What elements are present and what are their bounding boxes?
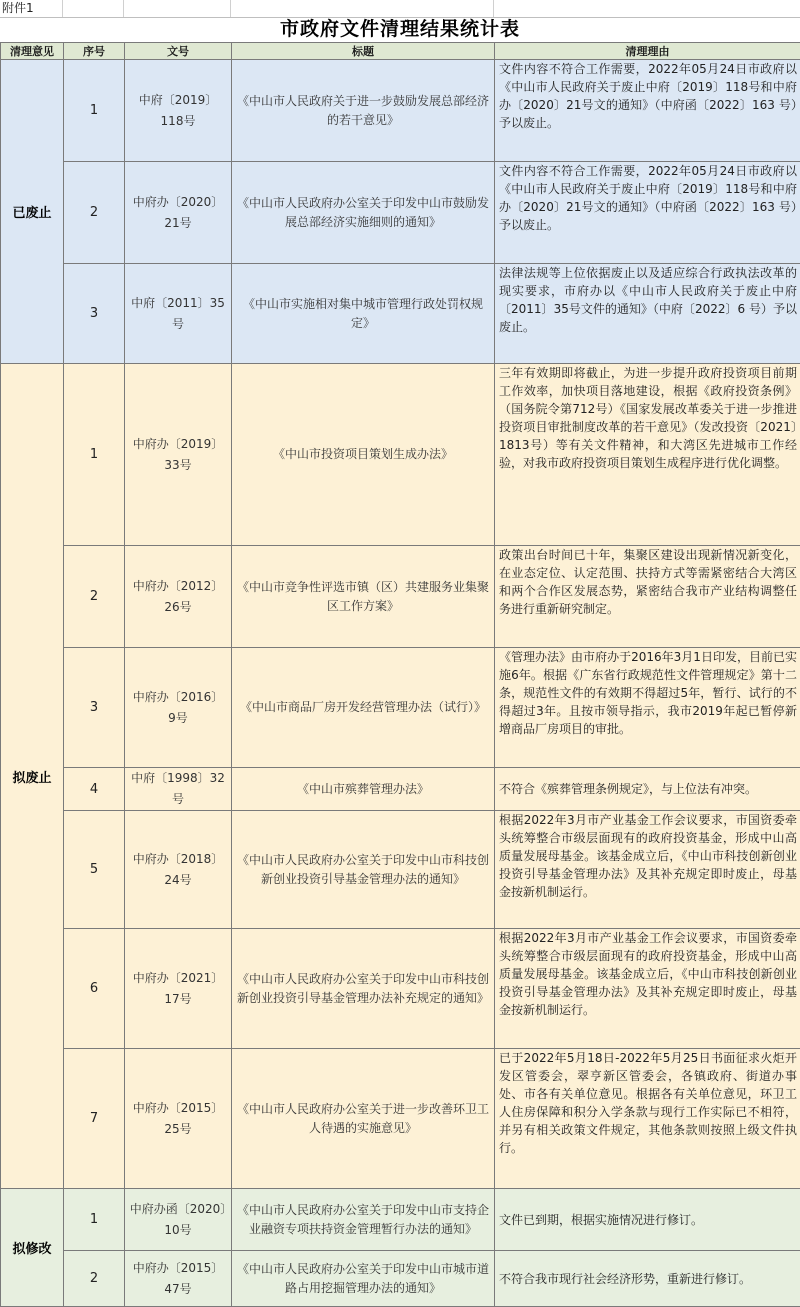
row-reason: 《管理办法》由市府办于2016年3月1日印发，目前已实施6年。根据《广东省行政规范性文件管理规定》第十二条，规范性文件的有效期不得超过5年，暂行、试行的不得超过3年。且按市领导指示，我市2019年起已暂停新增商品厂房项目的审批。 — [495, 648, 800, 768]
row-doc-no: 中府〔1998〕32号 — [125, 768, 232, 811]
row-doc-no: 中府办函〔2020〕10号 — [125, 1189, 232, 1251]
table-row — [1, 162, 800, 264]
row-seq: 3 — [64, 264, 125, 364]
row-title: 《中山市人民政府办公室关于印发中山市城市道路占用挖掘管理办法的通知》 — [232, 1251, 495, 1307]
row-doc-no: 中府〔2019〕118号 — [125, 60, 232, 162]
table-row — [1, 1189, 800, 1251]
row-title: 《中山市人民政府办公室关于进一步改善环卫工人待遇的实施意见》 — [232, 1049, 495, 1189]
header-doc-no: 文号 — [125, 43, 232, 60]
row-reason: 已于2022年5月18日-2022年5月25日书面征求火炬开发区管委会，翠亨新区管委会，各镇政府、街道办事处、市各有关单位意见。根据各有关单位意见，环卫工人住房保障和积分入学条款与现行工作实际已不相符，并另有相关政策文件规定，其他条款则按照上级文件执行。 — [495, 1049, 800, 1189]
group-label-abolished: 已废止 — [1, 60, 64, 364]
row-doc-no: 中府办〔2020〕21号 — [125, 162, 232, 264]
row-seq: 5 — [64, 811, 125, 929]
row-seq: 1 — [64, 60, 125, 162]
cleanup-results-table — [0, 42, 800, 1307]
table-row — [1, 768, 800, 811]
row-title: 《中山市人民政府办公室关于印发中山市科技创新创业投资引导基金管理办法的通知》 — [232, 811, 495, 929]
row-title: 《中山市实施相对集中城市管理行政处罚权规定》 — [232, 264, 495, 364]
table-row — [1, 264, 800, 364]
row-seq: 2 — [64, 162, 125, 264]
row-seq: 2 — [64, 1251, 125, 1307]
row-doc-no: 中府办〔2019〕33号 — [125, 364, 232, 546]
table-row — [1, 648, 800, 768]
table-row — [1, 929, 800, 1049]
group-label-proposed-revise: 拟修改 — [1, 1189, 64, 1307]
row-seq: 3 — [64, 648, 125, 768]
row-doc-no: 中府〔2011〕35号 — [125, 264, 232, 364]
table-row — [1, 1049, 800, 1189]
header-title: 标题 — [232, 43, 495, 60]
row-reason: 三年有效期即将截止，为进一步提升政府投资项目前期工作效率，加快项目落地建设，根据《政府投资条例》（国务院令第712号）《国家发展改革委关于进一步推进投资项目审批制度改革的若干意见》（发改投资〔2021〕1813号）等有关文件精神，和大湾区先进城市工作经验，对我市政府投资项目策划生成程序进行优化调整。 — [495, 364, 800, 546]
row-reason: 文件内容不符合工作需要，2022年05月24日市政府以《中山市人民政府关于废止中府〔2019〕118号和中府办〔2020〕21号文的通知》（中府函〔2022〕163 号）予以废止。 — [495, 162, 800, 264]
row-seq: 1 — [64, 364, 125, 546]
table-row — [1, 546, 800, 648]
table-row — [1, 364, 800, 546]
row-reason: 根据2022年3月市产业基金工作会议要求，市国资委牵头统筹整合市级层面现有的政府投资基金，形成中山高质量发展母基金。该基金成立后，《中山市科技创新创业投资引导基金管理办法》及其补充规定即时废止，母基金按新机制运行。 — [495, 811, 800, 929]
row-reason: 不符合《殡葬管理条例规定》，与上位法有冲突。 — [495, 768, 800, 811]
row-reason: 文件已到期，根据实施情况进行修订。 — [495, 1189, 800, 1251]
row-seq: 7 — [64, 1049, 125, 1189]
table-row — [1, 60, 800, 162]
table-row — [1, 1251, 800, 1307]
row-reason: 不符合我市现行社会经济形势，重新进行修订。 — [495, 1251, 800, 1307]
row-reason: 法律法规等上位依据废止以及适应综合行政执法改革的现实要求，市府办以《中山市人民政府关于废止中府〔2011〕35号文件的通知》（中府〔2022〕6 号）予以废止。 — [495, 264, 800, 364]
row-title: 《中山市殡葬管理办法》 — [232, 768, 495, 811]
header-row — [1, 43, 800, 60]
row-seq: 6 — [64, 929, 125, 1049]
row-seq: 2 — [64, 546, 125, 648]
row-title: 《中山市竞争性评选市镇（区）共建服务业集聚区工作方案》 — [232, 546, 495, 648]
row-doc-no: 中府办〔2021〕17号 — [125, 929, 232, 1049]
row-title: 《中山市商品厂房开发经营管理办法（试行）》 — [232, 648, 495, 768]
row-reason: 文件内容不符合工作需要，2022年05月24日市政府以《中山市人民政府关于废止中府〔2019〕118号和中府办〔2020〕21号文的通知》（中府函〔2022〕163 号）予以废止。 — [495, 60, 800, 162]
annex-label: 附件1 — [2, 1, 34, 16]
row-reason: 政策出台时间已十年，集聚区建设出现新情况新变化，在业态定位、认定范围、扶持方式等需紧密结合大湾区和两个合作区发展态势，紧密结合我市产业结构调整任务进行重新研究制定。 — [495, 546, 800, 648]
row-doc-no: 中府办〔2015〕25号 — [125, 1049, 232, 1189]
header-seq: 序号 — [64, 43, 125, 60]
row-doc-no: 中府办〔2016〕9号 — [125, 648, 232, 768]
row-doc-no: 中府办〔2015〕47号 — [125, 1251, 232, 1307]
row-title: 《中山市人民政府办公室关于印发中山市支持企业融资专项扶持资金管理暂行办法的通知》 — [232, 1189, 495, 1251]
group-label-proposed-abolish: 拟废止 — [1, 364, 64, 1189]
row-seq: 1 — [64, 1189, 125, 1251]
row-title: 《中山市投资项目策划生成办法》 — [232, 364, 495, 546]
row-title: 《中山市人民政府办公室关于印发中山市科技创新创业投资引导基金管理办法补充规定的通知》 — [232, 929, 495, 1049]
header-reason: 清理理由 — [495, 43, 800, 60]
table-row — [1, 811, 800, 929]
spreadsheet-top-row — [0, 0, 800, 18]
header-opinion: 清理意见 — [1, 43, 64, 60]
row-doc-no: 中府办〔2018〕24号 — [125, 811, 232, 929]
row-reason: 根据2022年3月市产业基金工作会议要求，市国资委牵头统筹整合市级层面现有的政府投资基金，形成中山高质量发展母基金。该基金成立后，《中山市科技创新创业投资引导基金管理办法》及其补充规定即时废止，母基金按新机制运行。 — [495, 929, 800, 1049]
page-title: 市政府文件清理结果统计表 — [0, 17, 800, 42]
row-seq: 4 — [64, 768, 125, 811]
row-title: 《中山市人民政府关于进一步鼓励发展总部经济的若干意见》 — [232, 60, 495, 162]
row-title: 《中山市人民政府办公室关于印发中山市鼓励发展总部经济实施细则的通知》 — [232, 162, 495, 264]
row-doc-no: 中府办〔2012〕26号 — [125, 546, 232, 648]
